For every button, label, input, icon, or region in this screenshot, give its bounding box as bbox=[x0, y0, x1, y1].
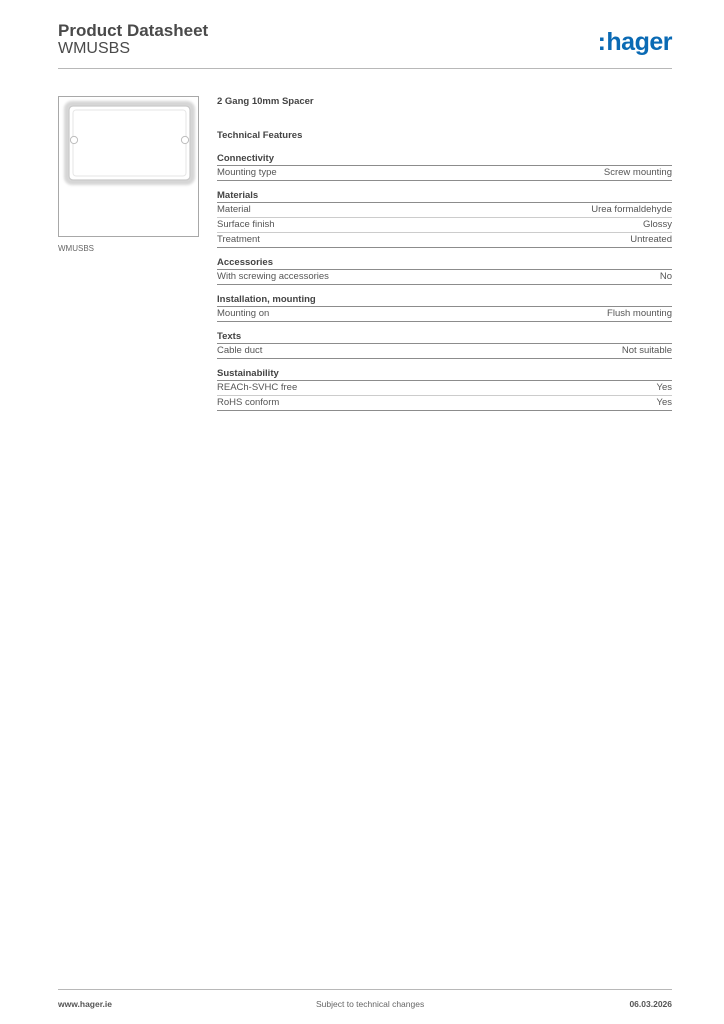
row-label: RoHS conform bbox=[217, 397, 280, 408]
row-value: Screw mounting bbox=[603, 167, 672, 178]
table-row bbox=[217, 307, 672, 322]
row-value: Glossy bbox=[642, 219, 672, 230]
section-title: Texts bbox=[217, 330, 672, 344]
section-installation-mounting bbox=[217, 293, 672, 322]
row-value: Flush mounting bbox=[607, 308, 672, 319]
image-caption: WMUSBS bbox=[58, 244, 94, 253]
row-label: Treatment bbox=[217, 234, 260, 245]
section-title: Sustainability bbox=[217, 367, 672, 381]
row-label: Material bbox=[217, 204, 251, 215]
section-connectivity bbox=[217, 152, 672, 181]
technical-content bbox=[217, 96, 672, 411]
footer-divider bbox=[58, 989, 672, 990]
document-title: Product Datasheet bbox=[58, 21, 209, 40]
section-title: Materials bbox=[217, 189, 672, 203]
table-row bbox=[217, 233, 672, 248]
table-row bbox=[217, 396, 672, 411]
technical-features-heading: Technical Features bbox=[217, 130, 303, 141]
row-value: Not suitable bbox=[621, 345, 672, 356]
table-row bbox=[217, 270, 672, 285]
spacer-plate-illustration bbox=[59, 97, 198, 236]
row-label: REACh-SVHC free bbox=[217, 382, 298, 393]
table-row bbox=[217, 166, 672, 181]
logo-text: hager bbox=[606, 28, 672, 56]
row-label: With screwing accessories bbox=[217, 271, 329, 282]
section-texts bbox=[217, 330, 672, 359]
footer-notice: Subject to technical changes bbox=[316, 999, 425, 1009]
row-value: Untreated bbox=[630, 234, 672, 245]
header-divider bbox=[58, 68, 672, 69]
section-title: Installation, mounting bbox=[217, 293, 672, 307]
section-accessories bbox=[217, 256, 672, 285]
section-title: Accessories bbox=[217, 256, 672, 270]
logo-colon-mark: : bbox=[597, 28, 606, 56]
row-label: Surface finish bbox=[217, 219, 275, 230]
footer-date: 06.03.2026 bbox=[629, 999, 672, 1009]
table-row bbox=[217, 203, 672, 218]
table-row bbox=[217, 344, 672, 359]
section-sustainability bbox=[217, 367, 672, 411]
screw-hole-left bbox=[70, 136, 77, 143]
footer-website: www.hager.ie bbox=[58, 999, 113, 1009]
row-value: Urea formaldehyde bbox=[591, 204, 672, 215]
product-name: 2 Gang 10mm Spacer bbox=[217, 96, 314, 107]
hager-logo bbox=[598, 28, 672, 56]
table-row bbox=[217, 381, 672, 396]
section-title: Connectivity bbox=[217, 152, 672, 166]
screw-hole-right bbox=[181, 136, 188, 143]
product-code: WMUSBS bbox=[58, 40, 130, 57]
row-value: No bbox=[659, 271, 672, 282]
row-label: Mounting type bbox=[217, 167, 277, 178]
row-value: Yes bbox=[656, 382, 672, 393]
row-value: Yes bbox=[656, 397, 672, 408]
row-label: Mounting on bbox=[217, 308, 270, 319]
row-label: Cable duct bbox=[217, 345, 263, 356]
table-row bbox=[217, 218, 672, 233]
product-image bbox=[58, 96, 199, 237]
section-materials bbox=[217, 189, 672, 248]
